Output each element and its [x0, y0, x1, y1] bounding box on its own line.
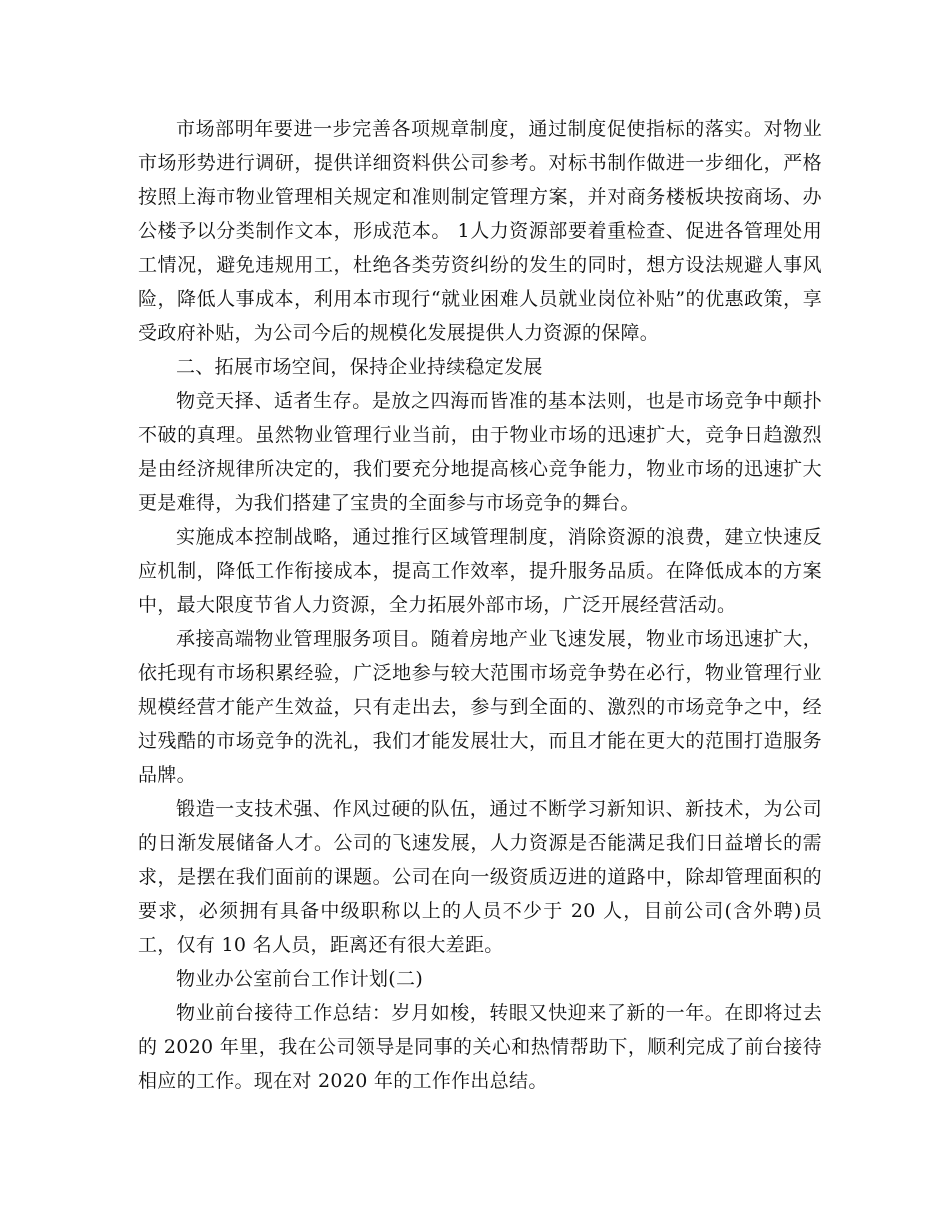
section-heading-front-desk-plan: 物业办公室前台工作计划(二)	[176, 968, 424, 990]
paragraph-high-end-projects: 承接高端物业管理服务项目。随着房地产业飞速发展，物业市场迅速扩大，依托现有市场积累经验，广泛地参与较大范围市场竞争势在必行，物业管理行业规模经营才能产生效益，只有走出去，参与到全面的、激烈的市场竞争之中，经过残酷的市场竞争的洗礼，我们才能发展壮大，而且才能在更大的范围打造服务品牌。	[138, 628, 822, 786]
paragraph-team-building: 锻造一支技术强、作风过硬的队伍，通过不断学习新知识、新技术，为公司的日渐发展储备人才。公司的飞速发展，人力资源是否能满足我们日益增长的需求，是摆在我们面前的课题。公司在向一级资质迈进的道路中，除却管理面积的要求，必须拥有具备中级职称以上的人员不少于 20 人，目前公司(含外聘)员工，仅有 10 名人员，距离还有很大差距。	[138, 798, 822, 956]
section-heading-expand-market: 二、拓展市场空间，保持企业持续稳定发展	[176, 356, 543, 378]
paragraph-market-department: 市场部明年要进一步完善各项规章制度，通过制度促使指标的落实。对物业市场形势进行调研，提供详细资料供公司参考。对标书制作做进一步细化，严格按照上海市物业管理相关规定和准则制定管理方案，并对商务楼板块按商场、办公楼予以分类制作文本，形成范本。 1人力资源部要着重检查、促进各管理处用工情况，避免违规用工，杜绝各类劳资纠纷的发生的同时，想方设法规避人事风险，降低人事成本，利用本市现行“就业困难人员就业岗位补贴”的优惠政策，享受政府补贴，为公司今后的规模化发展提供人力资源的保障。	[138, 118, 822, 344]
paragraph-cost-control: 实施成本控制战略，通过推行区域管理制度，消除资源的浪费，建立快速反应机制，降低工作衔接成本，提高工作效率，提升服务品质。在降低成本的方案中，最大限度节省人力资源，全力拓展外部市场，广泛开展经营活动。	[138, 526, 822, 616]
paragraph-front-desk-summary: 物业前台接待工作总结：岁月如梭，转眼又快迎来了新的一年。在即将过去的 2020 年里，我在公司领导是同事的关心和热情帮助下，顺利完成了前台接待相应的工作。现在对 2020 年的工作作出总结。	[138, 1002, 822, 1092]
document-body	[138, 112, 822, 1098]
paragraph-competition: 物竞天择、适者生存。是放之四海而皆准的基本法则，也是市场竞争中颠扑不破的真理。虽然物业管理行业当前，由于物业市场的迅速扩大，竞争日趋激烈是由经济规律所决定的，我们要充分地提高核心竞争能力，物业市场的迅速扩大更是难得，为我们搭建了宝贵的全面参与市场竞争的舞台。	[138, 390, 822, 514]
